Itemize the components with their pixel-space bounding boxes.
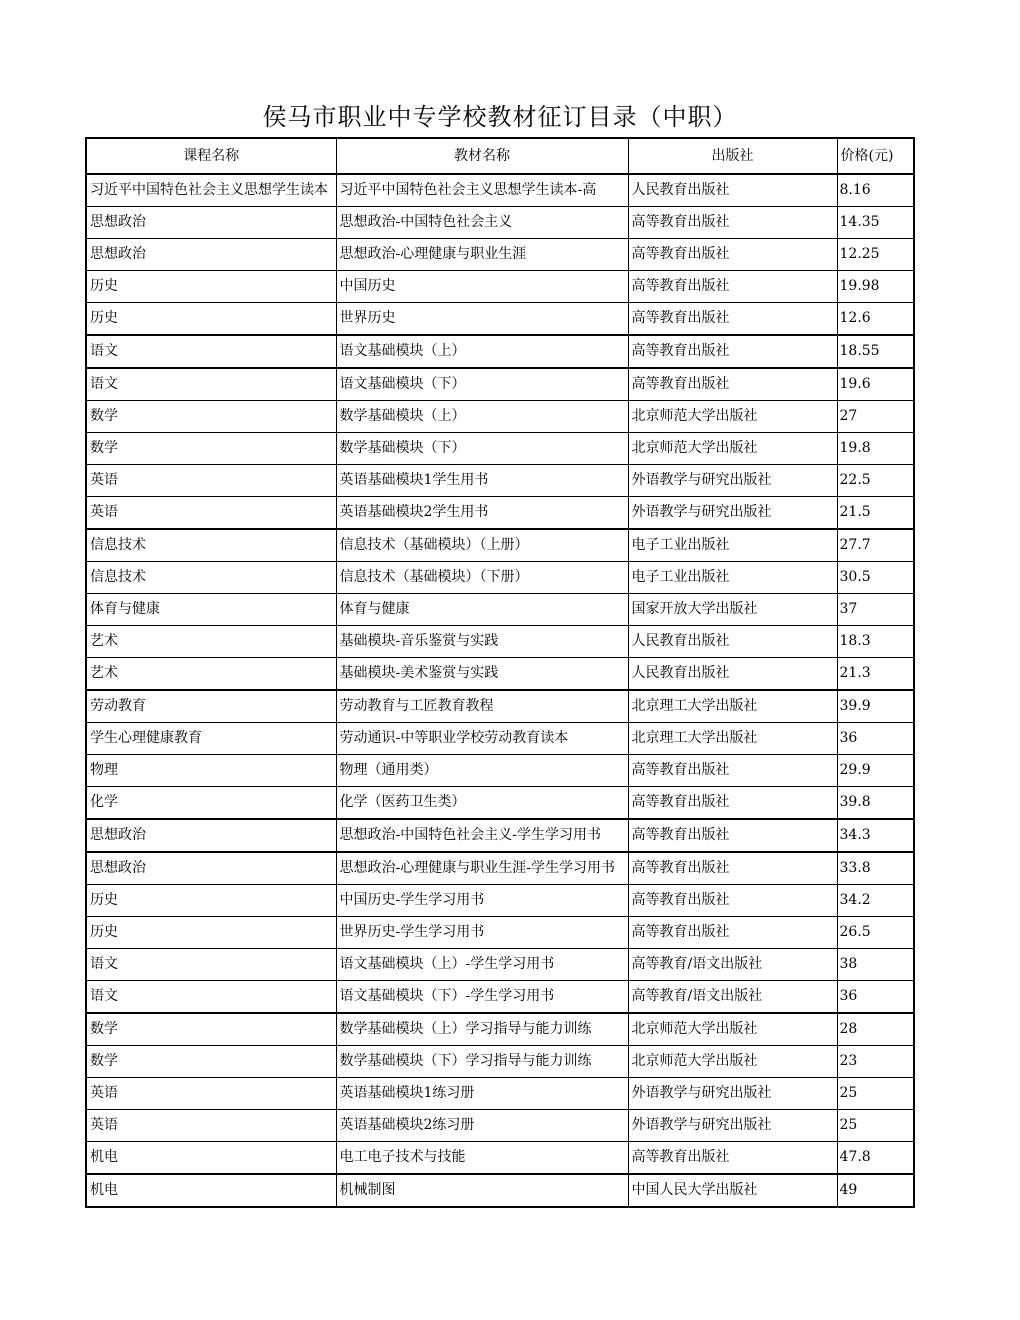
price-cell: 25 [837, 1078, 914, 1110]
textbook-cell: 思想政治-中国特色社会主义-学生学习用书 [336, 819, 628, 852]
course-column-header: 课程名称 [86, 138, 336, 174]
table-body [86, 174, 914, 1207]
table-row [86, 1142, 914, 1175]
table-row [86, 433, 914, 465]
table-row [86, 917, 914, 949]
price-cell: 25 [837, 1110, 914, 1142]
course-cell: 信息技术 [86, 529, 336, 562]
price-cell: 21.3 [837, 658, 914, 691]
publisher-cell: 高等教育出版社 [628, 819, 837, 852]
textbook-cell: 基础模块-音乐鉴赏与实践 [336, 626, 628, 658]
course-cell: 物理 [86, 755, 336, 787]
publisher-cell: 人民教育出版社 [628, 626, 837, 658]
course-cell: 历史 [86, 885, 336, 917]
textbook-cell: 英语基础模块2学生用书 [336, 497, 628, 530]
publisher-cell: 外语教学与研究出版社 [628, 1110, 837, 1142]
table-row [86, 658, 914, 691]
publisher-cell: 高等教育出版社 [628, 368, 837, 401]
price-cell: 28 [837, 1013, 914, 1046]
table-row [86, 723, 914, 755]
publisher-cell: 人民教育出版社 [628, 658, 837, 691]
publisher-cell: 高等教育出版社 [628, 271, 837, 303]
price-cell: 30.5 [837, 562, 914, 594]
price-cell: 26.5 [837, 917, 914, 949]
publisher-cell: 北京师范大学出版社 [628, 433, 837, 465]
price-cell: 39.8 [837, 787, 914, 820]
price-cell: 49 [837, 1174, 914, 1207]
table-row [86, 755, 914, 787]
course-cell: 英语 [86, 497, 336, 530]
table-row [86, 1110, 914, 1142]
course-cell: 思想政治 [86, 239, 336, 271]
price-cell: 19.6 [837, 368, 914, 401]
price-cell: 36 [837, 723, 914, 755]
textbook-cell: 化学（医药卫生类） [336, 787, 628, 820]
table-row [86, 497, 914, 530]
price-cell: 12.25 [837, 239, 914, 271]
price-cell: 29.9 [837, 755, 914, 787]
price-cell: 18.3 [837, 626, 914, 658]
publisher-cell: 外语教学与研究出版社 [628, 465, 837, 497]
textbook-cell: 数学基础模块（下）学习指导与能力训练 [336, 1046, 628, 1078]
table-row [86, 303, 914, 336]
textbook-cell: 信息技术（基础模块）（上册） [336, 529, 628, 562]
publisher-cell: 高等教育出版社 [628, 917, 837, 949]
publisher-cell: 高等教育出版社 [628, 1142, 837, 1175]
publisher-cell: 高等教育出版社 [628, 303, 837, 336]
table-row [86, 239, 914, 271]
table-row [86, 1174, 914, 1207]
publisher-cell: 国家开放大学出版社 [628, 594, 837, 626]
price-cell: 36 [837, 981, 914, 1014]
table-header-row [86, 138, 914, 174]
price-cell: 34.3 [837, 819, 914, 852]
publisher-cell: 高等教育出版社 [628, 207, 837, 239]
textbook-cell: 数学基础模块（上）学习指导与能力训练 [336, 1013, 628, 1046]
course-cell: 历史 [86, 917, 336, 949]
publisher-cell: 高等教育出版社 [628, 885, 837, 917]
course-cell: 数学 [86, 401, 336, 433]
price-cell: 12.6 [837, 303, 914, 336]
course-cell: 英语 [86, 1110, 336, 1142]
textbook-cell: 数学基础模块（上） [336, 401, 628, 433]
course-cell: 历史 [86, 303, 336, 336]
textbook-cell: 语文基础模块（上）-学生学习用书 [336, 949, 628, 981]
textbook-cell: 思想政治-心理健康与职业生涯-学生学习用书 [336, 852, 628, 885]
course-cell: 体育与健康 [86, 594, 336, 626]
table-row [86, 207, 914, 239]
course-cell: 机电 [86, 1142, 336, 1175]
textbook-cell: 语文基础模块（上） [336, 335, 628, 368]
publisher-cell: 中国人民大学出版社 [628, 1174, 837, 1207]
course-cell: 数学 [86, 433, 336, 465]
publisher-cell: 高等教育出版社 [628, 787, 837, 820]
textbook-cell: 语文基础模块（下）-学生学习用书 [336, 981, 628, 1014]
course-cell: 语文 [86, 981, 336, 1014]
table-row [86, 626, 914, 658]
textbook-cell: 劳动通识-中等职业学校劳动教育读本 [336, 723, 628, 755]
publisher-cell: 北京师范大学出版社 [628, 1013, 837, 1046]
course-cell: 数学 [86, 1046, 336, 1078]
course-cell: 数学 [86, 1013, 336, 1046]
table-row [86, 981, 914, 1014]
publisher-cell: 高等教育/语文出版社 [628, 981, 837, 1014]
publisher-cell: 高等教育/语文出版社 [628, 949, 837, 981]
course-cell: 语文 [86, 335, 336, 368]
course-cell: 英语 [86, 465, 336, 497]
textbook-cell: 英语基础模块2练习册 [336, 1110, 628, 1142]
textbook-cell: 思想政治-中国特色社会主义 [336, 207, 628, 239]
textbook-cell: 英语基础模块1练习册 [336, 1078, 628, 1110]
course-cell: 历史 [86, 271, 336, 303]
table-row [86, 271, 914, 303]
course-cell: 语文 [86, 368, 336, 401]
publisher-cell: 北京师范大学出版社 [628, 1046, 837, 1078]
price-cell: 27 [837, 401, 914, 433]
textbook-cell: 机械制图 [336, 1174, 628, 1207]
course-cell: 化学 [86, 787, 336, 820]
table-row [86, 885, 914, 917]
price-cell: 34.2 [837, 885, 914, 917]
price-cell: 23 [837, 1046, 914, 1078]
publisher-cell: 外语教学与研究出版社 [628, 1078, 837, 1110]
table-row [86, 529, 914, 562]
table-row [86, 562, 914, 594]
textbook-cell: 体育与健康 [336, 594, 628, 626]
course-cell: 语文 [86, 949, 336, 981]
table-row [86, 174, 914, 207]
course-cell: 艺术 [86, 626, 336, 658]
course-cell: 信息技术 [86, 562, 336, 594]
publisher-cell: 电子工业出版社 [628, 562, 837, 594]
price-cell: 47.8 [837, 1142, 914, 1175]
course-cell: 习近平中国特色社会主义思想学生读本 [86, 174, 336, 207]
textbook-cell: 英语基础模块1学生用书 [336, 465, 628, 497]
publisher-cell: 高等教育出版社 [628, 755, 837, 787]
course-cell: 思想政治 [86, 852, 336, 885]
publisher-cell: 北京理工大学出版社 [628, 723, 837, 755]
course-cell: 学生心理健康教育 [86, 723, 336, 755]
price-cell: 22.5 [837, 465, 914, 497]
textbook-cell: 数学基础模块（下） [336, 433, 628, 465]
table-row [86, 949, 914, 981]
textbook-cell: 中国历史-学生学习用书 [336, 885, 628, 917]
price-cell: 39.9 [837, 690, 914, 723]
table-row [86, 787, 914, 820]
textbook-cell: 语文基础模块（下） [336, 368, 628, 401]
publisher-column-header: 出版社 [628, 138, 837, 174]
course-cell: 思想政治 [86, 207, 336, 239]
publisher-cell: 高等教育出版社 [628, 239, 837, 271]
table-row [86, 401, 914, 433]
textbook-cell: 中国历史 [336, 271, 628, 303]
table-row [86, 594, 914, 626]
textbook-cell: 信息技术（基础模块）（下册） [336, 562, 628, 594]
textbook-cell: 思想政治-心理健康与职业生涯 [336, 239, 628, 271]
price-cell: 8.16 [837, 174, 914, 207]
price-cell: 33.8 [837, 852, 914, 885]
publisher-cell: 北京理工大学出版社 [628, 690, 837, 723]
textbook-cell: 劳动教育与工匠教育教程 [336, 690, 628, 723]
table-row [86, 690, 914, 723]
price-cell: 21.5 [837, 497, 914, 530]
table-row [86, 335, 914, 368]
textbook-cell: 电工电子技术与技能 [336, 1142, 628, 1175]
page-title: 侯马市职业中专学校教材征订目录（中职） [262, 103, 738, 131]
table-row [86, 465, 914, 497]
table-row [86, 368, 914, 401]
table-row [86, 1046, 914, 1078]
price-cell: 19.8 [837, 433, 914, 465]
publisher-cell: 高等教育出版社 [628, 335, 837, 368]
publisher-cell: 高等教育出版社 [628, 852, 837, 885]
table-row [86, 819, 914, 852]
textbook-cell: 世界历史-学生学习用书 [336, 917, 628, 949]
publisher-cell: 外语教学与研究出版社 [628, 497, 837, 530]
textbook-column-header: 教材名称 [336, 138, 628, 174]
course-cell: 思想政治 [86, 819, 336, 852]
price-cell: 14.35 [837, 207, 914, 239]
course-cell: 英语 [86, 1078, 336, 1110]
textbook-cell: 基础模块-美术鉴赏与实践 [336, 658, 628, 691]
table-row [86, 1013, 914, 1046]
price-cell: 27.7 [837, 529, 914, 562]
textbook-cell: 世界历史 [336, 303, 628, 336]
course-cell: 劳动教育 [86, 690, 336, 723]
price-cell: 18.55 [837, 335, 914, 368]
publisher-cell: 人民教育出版社 [628, 174, 837, 207]
price-cell: 19.98 [837, 271, 914, 303]
course-cell: 机电 [86, 1174, 336, 1207]
price-cell: 38 [837, 949, 914, 981]
course-cell: 艺术 [86, 658, 336, 691]
price-cell: 37 [837, 594, 914, 626]
publisher-cell: 北京师范大学出版社 [628, 401, 837, 433]
table-row [86, 852, 914, 885]
price-column-header: 价格(元) [837, 138, 914, 174]
table-row [86, 1078, 914, 1110]
textbook-cell: 习近平中国特色社会主义思想学生读本-高 [336, 174, 628, 207]
publisher-cell: 电子工业出版社 [628, 529, 837, 562]
textbook-catalog-table [85, 137, 915, 1208]
textbook-cell: 物理（通用类） [336, 755, 628, 787]
